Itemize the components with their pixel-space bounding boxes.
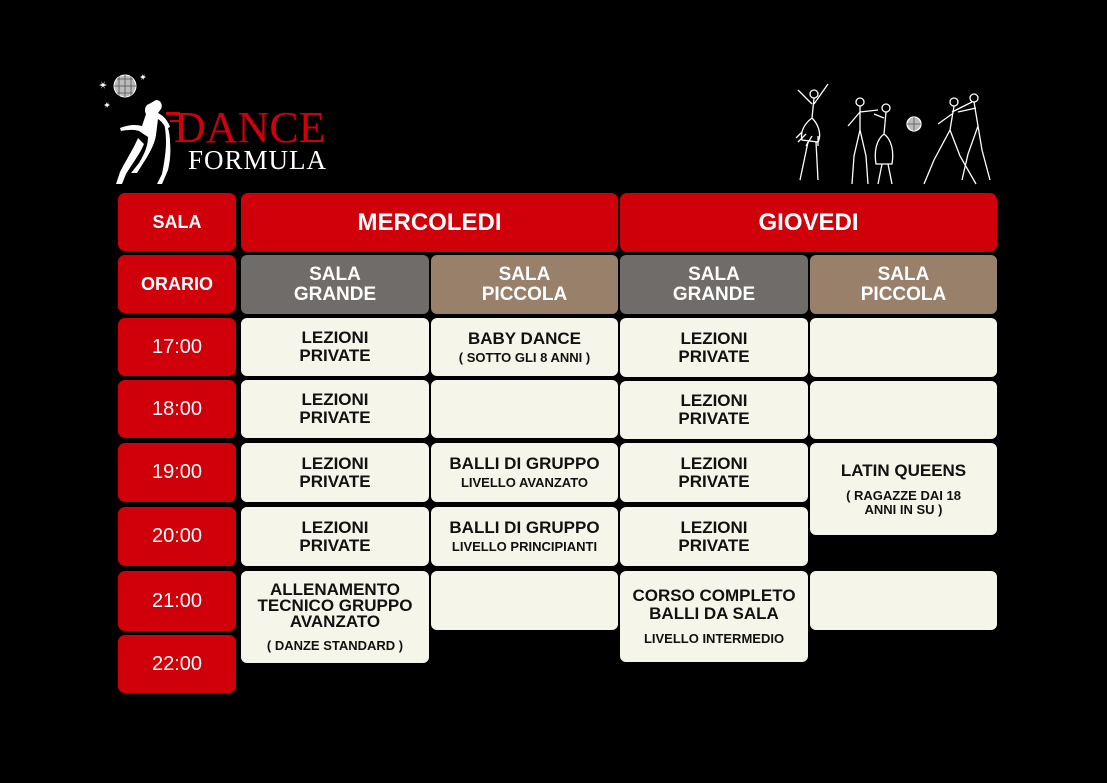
class-note: LIVELLO INTERMEDIO bbox=[643, 631, 785, 646]
schedule-cell-empty bbox=[810, 381, 997, 439]
room-label-line2: PICCOLA bbox=[481, 283, 568, 305]
class-title: PRIVATE bbox=[299, 471, 371, 491]
schedule-cell bbox=[620, 443, 808, 502]
schedule-cell bbox=[241, 571, 429, 663]
room-label-line1: SALA bbox=[498, 263, 551, 285]
class-title: LEZIONI bbox=[301, 453, 369, 473]
schedule-cell bbox=[620, 571, 808, 662]
class-title: TECNICO GRUPPO bbox=[257, 595, 413, 615]
time-slot: 18:00 bbox=[118, 380, 236, 438]
class-title: ALLENAMENTO bbox=[269, 579, 400, 599]
class-note: LIVELLO AVANZATO bbox=[460, 475, 589, 490]
schedule-cell-empty bbox=[431, 380, 618, 438]
class-title: LEZIONI bbox=[301, 517, 369, 537]
schedule-cell bbox=[620, 507, 808, 566]
class-title: BALLI DA SALA bbox=[649, 604, 779, 623]
class-title: CORSO COMPLETO bbox=[632, 586, 796, 605]
schedule-cell bbox=[810, 443, 997, 535]
room-header-giov-grande bbox=[620, 255, 808, 314]
schedule-cell bbox=[431, 443, 618, 502]
schedule-cell bbox=[431, 318, 618, 376]
day-header-giovedi: GIOVEDI bbox=[620, 193, 997, 252]
class-title: LEZIONI bbox=[680, 453, 748, 473]
schedule-cell bbox=[241, 318, 429, 376]
class-title: PRIVATE bbox=[299, 408, 371, 427]
class-note: LIVELLO PRINCIPIANTI bbox=[451, 539, 598, 554]
room-header-merc-piccola bbox=[431, 255, 618, 314]
class-note: ( SOTTO GLI 8 ANNI ) bbox=[458, 349, 591, 365]
day-header-mercoledi: MERCOLEDI bbox=[241, 193, 618, 252]
class-title: LEZIONI bbox=[301, 390, 369, 409]
class-title: LEZIONI bbox=[680, 328, 748, 348]
class-title: LATIN QUEENS bbox=[840, 460, 967, 480]
class-title: BABY DANCE bbox=[467, 328, 582, 348]
class-title: LEZIONI bbox=[680, 391, 748, 410]
schedule-cell-empty bbox=[431, 571, 618, 630]
room-label-line1: SALA bbox=[309, 263, 361, 285]
schedule-cell bbox=[241, 507, 429, 566]
class-title: LEZIONI bbox=[301, 328, 369, 347]
class-title: BALLI DI GRUPPO bbox=[449, 454, 600, 473]
schedule-cell bbox=[241, 443, 429, 502]
schedule-cell bbox=[620, 318, 808, 377]
class-title: PRIVATE bbox=[678, 535, 750, 555]
time-slot: 19:00 bbox=[118, 443, 236, 502]
schedule-cell bbox=[241, 380, 429, 438]
class-title: PRIVATE bbox=[299, 535, 371, 555]
logo bbox=[98, 66, 348, 186]
class-title: BALLI DI GRUPPO bbox=[449, 518, 600, 537]
class-title: LEZIONI bbox=[680, 517, 748, 537]
logo-formula-text: FORMULA bbox=[188, 145, 328, 175]
schedule-cell-empty bbox=[810, 318, 997, 377]
class-title: AVANZATO bbox=[289, 611, 381, 631]
room-label-line1: SALA bbox=[688, 263, 740, 285]
room-header-giov-piccola bbox=[810, 255, 997, 314]
time-slot: 21:00 bbox=[118, 571, 236, 631]
schedule-cell bbox=[431, 507, 618, 566]
time-slot: 17:00 bbox=[118, 318, 236, 376]
room-label-line1: SALA bbox=[877, 263, 930, 285]
room-label-line2: GRANDE bbox=[293, 283, 377, 305]
time-slot: 22:00 bbox=[118, 635, 236, 693]
logo-dance-text: DANCE bbox=[174, 103, 326, 152]
time-slot: 20:00 bbox=[118, 507, 236, 566]
class-title: PRIVATE bbox=[678, 471, 750, 491]
dancers-illustration-icon bbox=[778, 80, 998, 190]
class-note: ( DANZE STANDARD ) bbox=[266, 637, 404, 653]
room-label-line2: PICCOLA bbox=[860, 283, 947, 305]
class-note: ANNI IN SU ) bbox=[864, 501, 943, 517]
room-header-merc-grande bbox=[241, 255, 429, 314]
sala-header: SALA bbox=[118, 193, 236, 251]
orario-header: ORARIO bbox=[118, 255, 236, 313]
room-label-line2: GRANDE bbox=[672, 283, 756, 305]
class-note: ( RAGAZZE DAI 18 bbox=[846, 487, 961, 503]
schedule-cell bbox=[620, 381, 808, 439]
schedule-cell-empty bbox=[810, 571, 997, 630]
class-title: PRIVATE bbox=[299, 346, 371, 365]
class-title: PRIVATE bbox=[678, 346, 750, 366]
class-title: PRIVATE bbox=[678, 409, 750, 428]
